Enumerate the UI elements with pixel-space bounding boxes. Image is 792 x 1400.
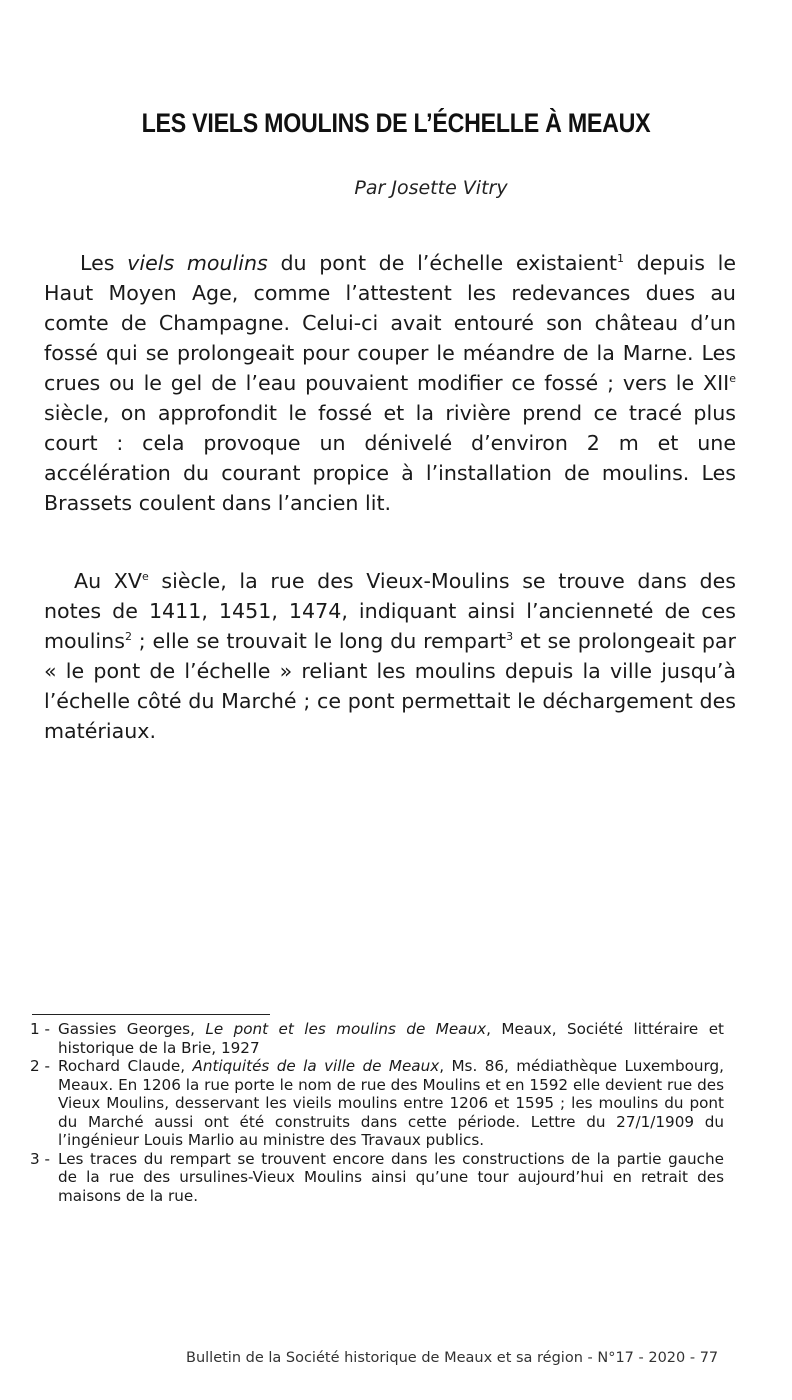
paragraph-1 [44, 248, 736, 518]
footnote-3-text-a: Les traces du rempart se trouvent encore dans les constructions de la partie gauche de la rue des ursulines-Vieux Moulins ainsi qu’une tour aujourd’hui en retrait des maisons de la rue. [58, 1149, 724, 1205]
footnote-number: 1 - [30, 1020, 50, 1038]
paragraph-2-text-d: et se prolongeait par « le pont de l’échelle » reliant les moulins depuis la ville jusqu’à l’échelle côté du Marché ; ce pont permettait le déchargement des matériaux. [44, 629, 736, 743]
footnote-text [58, 1020, 724, 1057]
article-author: Par Josette Vitry [354, 177, 508, 199]
footnote-2-title: Antiquités de la ville de Meaux [192, 1057, 440, 1075]
paragraph-1-text-d: siècle, on approfondit le fossé et la rivière prend ce tracé plus court : cela provoque un dénivelé d’environ 2 m et une accélération du courant propice à l’installation de moulins. Les Brassets coulent dans l’ancien lit. [44, 401, 736, 515]
footnote-text [58, 1150, 724, 1206]
page-footer: Bulletin de la Société historique de Meaux et sa région - N°17 - 2020 - 77 [186, 1350, 719, 1366]
footnote-divider [32, 1014, 270, 1015]
footnote-text [58, 1057, 724, 1150]
footnote-1-title: Le pont et les moulins de Meaux [205, 1020, 487, 1038]
footnote-2 [30, 1057, 724, 1150]
footnote-ref-3: 3 [506, 630, 514, 644]
footnote-1 [30, 1020, 724, 1057]
footnotes [30, 1020, 724, 1205]
footnote-number: 2 - [30, 1057, 50, 1075]
footnote-ref-2: 2 [124, 630, 132, 644]
century-superscript: e [141, 570, 149, 584]
article-title: LES VIELS MOULINS DE L’ÉCHELLE À MEAUX [141, 108, 651, 138]
paragraph-2 [44, 566, 736, 746]
footnote-3 [30, 1150, 724, 1206]
paragraph-1-text-c: depuis le Haut Moyen Age, comme l’attestent les redevances dues au comte de Champagne. Celui-ci avait entouré son château d’un fossé qui se prolongeait pour couper le méandre de la Marne. Les crues ou le gel de l’eau pouvaient modifier ce fossé ; vers le XII [44, 251, 736, 395]
paragraph-2-text-c: ; elle se trouvait le long du rempart [131, 629, 507, 653]
footnote-1-text-a: Gassies Georges, [58, 1020, 206, 1038]
paragraph-1-emphasis: viels moulins [127, 251, 268, 275]
paragraph-1-text-b: du pont de l’échelle existaient [267, 251, 617, 275]
footnote-1-text-b: , Meaux, Société littéraire et historique de la Brie, 1927 [58, 1020, 725, 1057]
footnote-ref-1: 1 [616, 252, 624, 266]
paragraph-2-text-a: Au XV [74, 569, 142, 593]
paragraph-2-text-b: siècle, la rue des Vieux-Moulins se trouve dans des notes de 1411, 1451, 1474, indiquant ainsi l’ancienneté de ces moulins [44, 569, 736, 653]
century-superscript: e [729, 372, 736, 386]
footnote-2-text-a: Rochard Claude, [58, 1057, 193, 1075]
footnote-number: 3 - [30, 1149, 50, 1168]
footnote-2-text-b: , Ms. 86, médiathèque Luxembourg, Meaux. En 1206 la rue porte le nom de rue des Moulins et en 1592 elle devient rue des Vieux Moulins, desservant les vieils moulins entre 1206 et 1595 ; les moulins du pont du Marché aussi ont été construits dans cette période. Lettre du 27/1/1909 du l’ingénieur Louis Marlio au ministre des Travaux publics. [58, 1057, 724, 1149]
paragraph-1-text-a: Les [80, 251, 128, 275]
